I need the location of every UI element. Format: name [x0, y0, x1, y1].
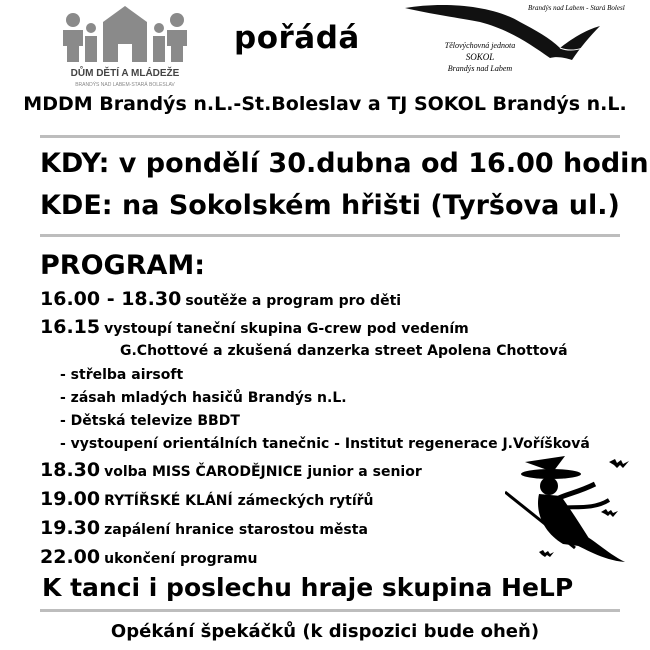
- program-item: [40, 488, 374, 510]
- organizers: MDDM Brandýs n.L.-St.Boleslav a TJ SOKOL Brandýs n.L.: [23, 93, 627, 115]
- sokol-logo-line3: Brandýs nad Labem: [447, 64, 513, 73]
- witch-illustration: [505, 452, 630, 572]
- house-figures-icon: [55, 2, 195, 90]
- sokol-logo-line2: SOKOL: [465, 52, 495, 62]
- program-text: zapálení hranice starostou města: [104, 522, 368, 538]
- ddm-logo-text: DŮM DĚTÍ A MLÁDEŽE: [70, 68, 180, 79]
- program-bullet: - Dětská televize BBDT: [60, 413, 240, 429]
- program-text: soutěže a program pro děti: [185, 293, 402, 309]
- witch-on-broom-icon: [505, 452, 630, 572]
- program-time: 19.30: [40, 517, 101, 539]
- program-item: [40, 546, 258, 568]
- where-line: KDE: na Sokolském hřišti (Tyršova ul.): [40, 190, 620, 221]
- program-text: volba MISS ČARODĚJNICE junior a senior: [104, 464, 422, 480]
- program-time: 16.00 - 18.30: [40, 288, 182, 310]
- sokol-logo: [400, 0, 625, 82]
- program-text: vystoupí taneční skupina G-crew pod vedením: [104, 321, 469, 337]
- program-bullet: - vystoupení orientálních tanečnic - Institut regenerace J.Voříšková: [60, 436, 590, 452]
- program-heading: PROGRAM:: [40, 250, 206, 281]
- ddm-logo-subtext: BRANDÝS NAD LABEM-STARÁ BOLESLAV: [75, 82, 175, 88]
- program-time: 18.30: [40, 459, 101, 481]
- program-item: [40, 316, 469, 338]
- footer-note: Opékání špekáčků (k dispozici bude oheň): [110, 621, 540, 642]
- eagle-icon: [400, 0, 625, 82]
- page-title: pořádá: [234, 20, 360, 56]
- program-text-continued: G.Chottové a zkušená danzerka street Apolena Chottová: [120, 343, 568, 359]
- program-time: 16.15: [40, 316, 101, 338]
- when-line: KDY: v pondělí 30.dubna od 16.00 hodin: [40, 148, 649, 179]
- sokol-logo-arc: Brandýs nad Labem - Stará Boleslav: [528, 4, 625, 12]
- program-item: [40, 288, 401, 310]
- program-text: RYTÍŘSKÉ KLÁNÍ zámeckých rytířů: [104, 493, 374, 509]
- program-text: ukončení programu: [104, 551, 258, 567]
- program-bullet: - střelba airsoft: [60, 367, 184, 383]
- program-time: 22.00: [40, 546, 101, 568]
- music-announcement: K tanci i poslechu hraje skupina HeLP: [42, 573, 574, 602]
- ddm-logo: [55, 2, 195, 90]
- program-time: 19.00: [40, 488, 101, 510]
- program-item: [40, 459, 422, 481]
- divider: [40, 234, 620, 237]
- sokol-logo-line1: Tělovýchovná jednota: [444, 41, 516, 50]
- divider: [40, 609, 620, 612]
- program-bullet: - zásah mladých hasičů Brandýs n.L.: [60, 390, 347, 406]
- program-item: [40, 517, 368, 539]
- divider: [40, 135, 620, 138]
